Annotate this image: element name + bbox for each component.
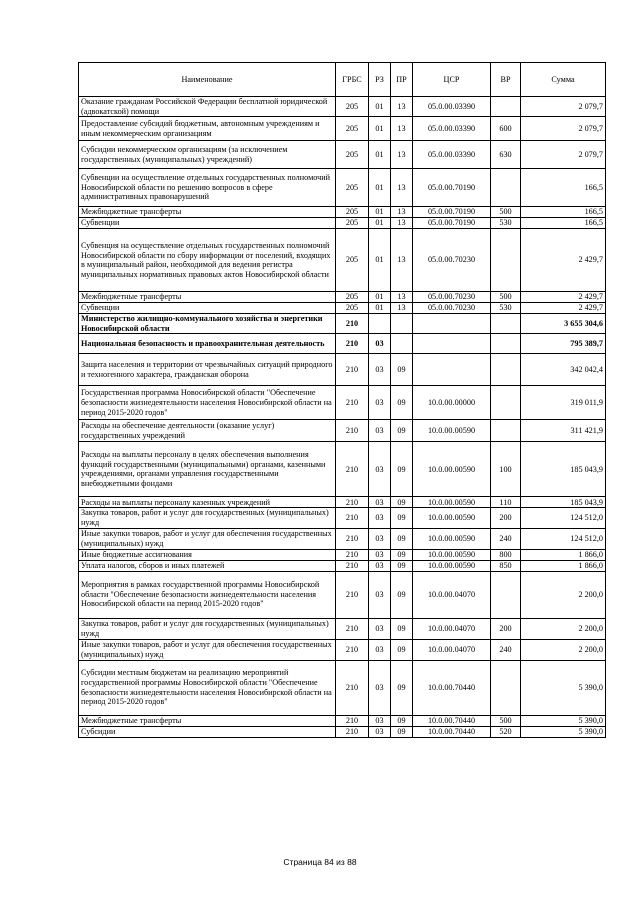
header-pr: ПР	[391, 63, 413, 97]
row-pr: 13	[391, 169, 413, 207]
row-grbs: 210	[336, 334, 369, 354]
row-name: Уплата налогов, сборов и иных платежей	[79, 560, 336, 571]
row-rz: 01	[369, 169, 391, 207]
row-vr: 600	[491, 117, 521, 141]
row-rz: 03	[369, 354, 391, 386]
row-rz: 03	[369, 497, 391, 508]
row-name: Закупка товаров, работ и услуг для государственных (муниципальных) нужд	[79, 618, 336, 639]
row-sum: 311 421,9	[521, 420, 606, 442]
row-sum: 342 042,4	[521, 354, 606, 386]
row-csr: 05.0.00.70230	[413, 229, 491, 292]
row-sum: 2 429,7	[521, 303, 606, 314]
row-pr: 09	[391, 571, 413, 618]
row-sum: 5 390,0	[521, 715, 606, 726]
row-name: Защита населения и территории от чрезвычайных ситуаций природного и техногенного характера, гражданская оборона	[79, 354, 336, 386]
row-rz	[369, 314, 391, 334]
row-pr	[391, 314, 413, 334]
row-csr: 05.0.00.70230	[413, 292, 491, 303]
header-rz: РЗ	[369, 63, 391, 97]
row-csr: 05.0.00.70230	[413, 303, 491, 314]
row-rz: 01	[369, 97, 391, 117]
row-csr: 10.0.00.70440	[413, 715, 491, 726]
table-row	[79, 639, 606, 660]
row-name: Закупка товаров, работ и услуг для государственных (муниципальных) нужд	[79, 508, 336, 528]
row-name: Субсидии некоммерческим организациям (за исключением государственных (муниципальных) учреждений)	[79, 141, 336, 169]
row-pr: 13	[391, 141, 413, 169]
row-sum: 185 043,9	[521, 442, 606, 497]
row-grbs: 210	[336, 660, 369, 715]
row-pr: 13	[391, 97, 413, 117]
row-rz: 03	[369, 528, 391, 549]
header-sum: Сумма	[521, 63, 606, 97]
row-pr: 09	[391, 420, 413, 442]
row-csr: 05.0.00.03390	[413, 117, 491, 141]
row-sum: 166,5	[521, 169, 606, 207]
row-grbs: 210	[336, 314, 369, 334]
row-name: Субвенция на осуществление отдельных государственных полномочий Новосибирской области по сбору информации от поселений, входящих в муниципальный район, необходимой для ведения регистра муниципальных нормативных правовых актов Новосибирской области	[79, 229, 336, 292]
row-rz: 01	[369, 117, 391, 141]
row-csr: 10.0.00.00590	[413, 549, 491, 560]
row-csr: 05.0.00.03390	[413, 97, 491, 117]
row-vr	[491, 420, 521, 442]
row-sum: 2 200,0	[521, 618, 606, 639]
table-row	[79, 497, 606, 508]
table-row	[79, 169, 606, 207]
row-vr	[491, 571, 521, 618]
row-vr	[491, 229, 521, 292]
row-name: Субсидии	[79, 726, 336, 737]
row-csr	[413, 314, 491, 334]
row-rz: 03	[369, 618, 391, 639]
row-grbs: 210	[336, 354, 369, 386]
row-csr: 10.0.00.04070	[413, 639, 491, 660]
row-sum: 185 043,9	[521, 497, 606, 508]
row-name: Межбюджетные трансферты	[79, 715, 336, 726]
row-rz: 03	[369, 549, 391, 560]
row-name: Иные закупки товаров, работ и услуг для обеспечения государственных (муниципальных) нужд	[79, 528, 336, 549]
page-number: Страница 84 из 88	[283, 857, 357, 867]
row-csr: 10.0.00.70440	[413, 726, 491, 737]
row-rz: 03	[369, 660, 391, 715]
row-pr: 09	[391, 386, 413, 420]
row-rz: 01	[369, 303, 391, 314]
table-row	[79, 528, 606, 549]
document-page	[78, 62, 605, 738]
table-row	[79, 726, 606, 737]
row-name: Субвенции	[79, 218, 336, 229]
row-pr: 09	[391, 354, 413, 386]
row-sum: 5 390,0	[521, 726, 606, 737]
row-sum: 2 200,0	[521, 639, 606, 660]
table-row	[79, 386, 606, 420]
row-grbs: 210	[336, 420, 369, 442]
row-pr: 13	[391, 117, 413, 141]
row-rz: 03	[369, 420, 391, 442]
table-row	[79, 314, 606, 334]
row-rz: 01	[369, 292, 391, 303]
row-vr	[491, 169, 521, 207]
header-vr: ВР	[491, 63, 521, 97]
row-vr: 850	[491, 560, 521, 571]
row-csr: 10.0.00.04070	[413, 618, 491, 639]
row-sum: 2 429,7	[521, 292, 606, 303]
row-sum: 319 011,9	[521, 386, 606, 420]
row-vr: 530	[491, 303, 521, 314]
row-name: Предоставление субсидий бюджетным, автономным учреждениям и иным некоммерческим организациям	[79, 117, 336, 141]
row-vr: 530	[491, 218, 521, 229]
row-pr: 09	[391, 618, 413, 639]
row-rz: 03	[369, 571, 391, 618]
table-row	[79, 715, 606, 726]
row-sum: 2 429,7	[521, 229, 606, 292]
row-grbs: 205	[336, 229, 369, 292]
row-vr: 110	[491, 497, 521, 508]
row-csr: 05.0.00.70190	[413, 169, 491, 207]
row-pr: 13	[391, 207, 413, 218]
row-grbs: 210	[336, 497, 369, 508]
row-pr: 09	[391, 497, 413, 508]
row-rz: 03	[369, 639, 391, 660]
row-pr: 09	[391, 560, 413, 571]
row-csr: 05.0.00.03390	[413, 141, 491, 169]
row-grbs: 210	[336, 639, 369, 660]
row-rz: 03	[369, 386, 391, 420]
row-sum: 1 866,0	[521, 560, 606, 571]
row-name: Субвенции	[79, 303, 336, 314]
row-sum: 2 079,7	[521, 117, 606, 141]
row-csr: 10.0.00.70440	[413, 660, 491, 715]
table-row	[79, 303, 606, 314]
table-row	[79, 117, 606, 141]
row-csr: 10.0.00.00590	[413, 497, 491, 508]
row-pr: 09	[391, 715, 413, 726]
row-sum: 2 079,7	[521, 97, 606, 117]
row-rz: 03	[369, 334, 391, 354]
row-vr: 500	[491, 207, 521, 218]
row-rz: 01	[369, 207, 391, 218]
row-csr: 10.0.00.00000	[413, 386, 491, 420]
row-grbs: 210	[336, 508, 369, 528]
row-csr	[413, 354, 491, 386]
row-name: Национальная безопасность и правоохранительная деятельность	[79, 334, 336, 354]
table-row	[79, 97, 606, 117]
row-name: Иные бюджетные ассигнования	[79, 549, 336, 560]
row-vr	[491, 314, 521, 334]
row-grbs: 210	[336, 726, 369, 737]
row-pr	[391, 334, 413, 354]
row-pr: 09	[391, 508, 413, 528]
row-vr: 500	[491, 292, 521, 303]
row-name: Оказание гражданам Российской Федерации бесплатной юридической (адвокатской) помощи	[79, 97, 336, 117]
row-vr: 100	[491, 442, 521, 497]
row-vr: 500	[491, 715, 521, 726]
row-pr: 09	[391, 726, 413, 737]
table-row	[79, 549, 606, 560]
header-name: Наименование	[79, 63, 336, 97]
row-name: Иные закупки товаров, работ и услуг для обеспечения государственных (муниципальных) нужд	[79, 639, 336, 660]
row-sum: 2 079,7	[521, 141, 606, 169]
row-name: Расходы на выплаты персоналу в целях обеспечения выполнения функций государственными (муниципальными) органами, казенными учреждениями, органами управления государственными внебюджетными фондами	[79, 442, 336, 497]
row-rz: 03	[369, 508, 391, 528]
row-grbs: 210	[336, 442, 369, 497]
row-name: Межбюджетные трансферты	[79, 207, 336, 218]
row-csr: 10.0.00.00590	[413, 560, 491, 571]
row-rz: 01	[369, 141, 391, 169]
row-pr: 13	[391, 218, 413, 229]
row-vr	[491, 386, 521, 420]
row-csr: 05.0.00.70190	[413, 207, 491, 218]
row-sum: 5 390,0	[521, 660, 606, 715]
row-sum: 166,5	[521, 218, 606, 229]
row-sum: 2 200,0	[521, 571, 606, 618]
row-csr: 05.0.00.70190	[413, 218, 491, 229]
table-row	[79, 560, 606, 571]
row-vr: 630	[491, 141, 521, 169]
row-name: Субсидии местным бюджетам на реализацию мероприятий государственной программы Новосибирской области "Обеспечение безопасности жизнедеятельности населения Новосибирской области на период 2015-2020 годов"	[79, 660, 336, 715]
row-sum: 124 512,0	[521, 528, 606, 549]
row-vr	[491, 97, 521, 117]
row-grbs: 205	[336, 218, 369, 229]
row-rz: 03	[369, 442, 391, 497]
table-row	[79, 660, 606, 715]
row-csr: 10.0.00.00590	[413, 420, 491, 442]
row-grbs: 205	[336, 207, 369, 218]
row-grbs: 210	[336, 715, 369, 726]
row-vr: 200	[491, 508, 521, 528]
row-rz: 01	[369, 218, 391, 229]
table-row	[79, 141, 606, 169]
header-csr: ЦСР	[413, 63, 491, 97]
row-pr: 09	[391, 639, 413, 660]
row-name: Государственная программа Новосибирской области "Обеспечение безопасности жизнедеятельности населения Новосибирской области на период 2015-2020 годов"	[79, 386, 336, 420]
table-row	[79, 334, 606, 354]
row-vr: 800	[491, 549, 521, 560]
row-vr	[491, 354, 521, 386]
row-vr	[491, 334, 521, 354]
row-vr: 200	[491, 618, 521, 639]
row-vr: 240	[491, 639, 521, 660]
row-grbs: 205	[336, 117, 369, 141]
row-sum: 1 866,0	[521, 549, 606, 560]
table-row	[79, 508, 606, 528]
row-sum: 795 389,7	[521, 334, 606, 354]
row-pr: 09	[391, 442, 413, 497]
row-grbs: 205	[336, 141, 369, 169]
row-vr: 240	[491, 528, 521, 549]
row-grbs: 205	[336, 292, 369, 303]
table-row	[79, 292, 606, 303]
row-rz: 03	[369, 560, 391, 571]
row-csr: 10.0.00.04070	[413, 571, 491, 618]
row-grbs: 205	[336, 303, 369, 314]
table-header-row	[79, 63, 606, 97]
row-pr: 09	[391, 549, 413, 560]
row-sum: 166,5	[521, 207, 606, 218]
row-rz: 01	[369, 229, 391, 292]
row-grbs: 205	[336, 97, 369, 117]
row-vr: 520	[491, 726, 521, 737]
row-name: Межбюджетные трансферты	[79, 292, 336, 303]
row-pr: 09	[391, 528, 413, 549]
row-grbs: 210	[336, 571, 369, 618]
row-csr: 10.0.00.00590	[413, 442, 491, 497]
row-grbs: 205	[336, 169, 369, 207]
row-vr	[491, 660, 521, 715]
row-name: Расходы на обеспечение деятельности (оказание услуг) государственных учреждений	[79, 420, 336, 442]
row-csr	[413, 334, 491, 354]
row-pr: 13	[391, 229, 413, 292]
row-grbs: 210	[336, 386, 369, 420]
table-row	[79, 618, 606, 639]
budget-table	[78, 62, 606, 738]
row-rz: 03	[369, 715, 391, 726]
row-sum: 124 512,0	[521, 508, 606, 528]
row-name: Расходы на выплаты персоналу казенных учреждений	[79, 497, 336, 508]
row-pr: 13	[391, 303, 413, 314]
row-grbs: 210	[336, 618, 369, 639]
header-grbs: ГРБС	[336, 63, 369, 97]
table-row	[79, 571, 606, 618]
table-body	[79, 97, 606, 738]
row-pr: 13	[391, 292, 413, 303]
row-grbs: 210	[336, 528, 369, 549]
row-grbs: 210	[336, 560, 369, 571]
row-sum: 3 655 304,6	[521, 314, 606, 334]
table-row	[79, 442, 606, 497]
row-name: Мероприятия в рамках государственной программы Новосибирской области "Обеспечение безопасности жизнедеятельности населения Новосибирской области на период 2015-2020 годов"	[79, 571, 336, 618]
row-csr: 10.0.00.00590	[413, 528, 491, 549]
row-pr: 09	[391, 660, 413, 715]
table-row	[79, 207, 606, 218]
row-csr: 10.0.00.00590	[413, 508, 491, 528]
row-grbs: 210	[336, 549, 369, 560]
table-row	[79, 420, 606, 442]
row-name: Субвенции на осуществление отдельных государственных полномочий Новосибирской области по решению вопросов в сфере административных правонарушений	[79, 169, 336, 207]
row-rz: 03	[369, 726, 391, 737]
row-name: Министерство жилищно-коммунального хозяйства и энергетики Новосибирской области	[79, 314, 336, 334]
table-row	[79, 218, 606, 229]
table-row	[79, 354, 606, 386]
table-row	[79, 229, 606, 292]
